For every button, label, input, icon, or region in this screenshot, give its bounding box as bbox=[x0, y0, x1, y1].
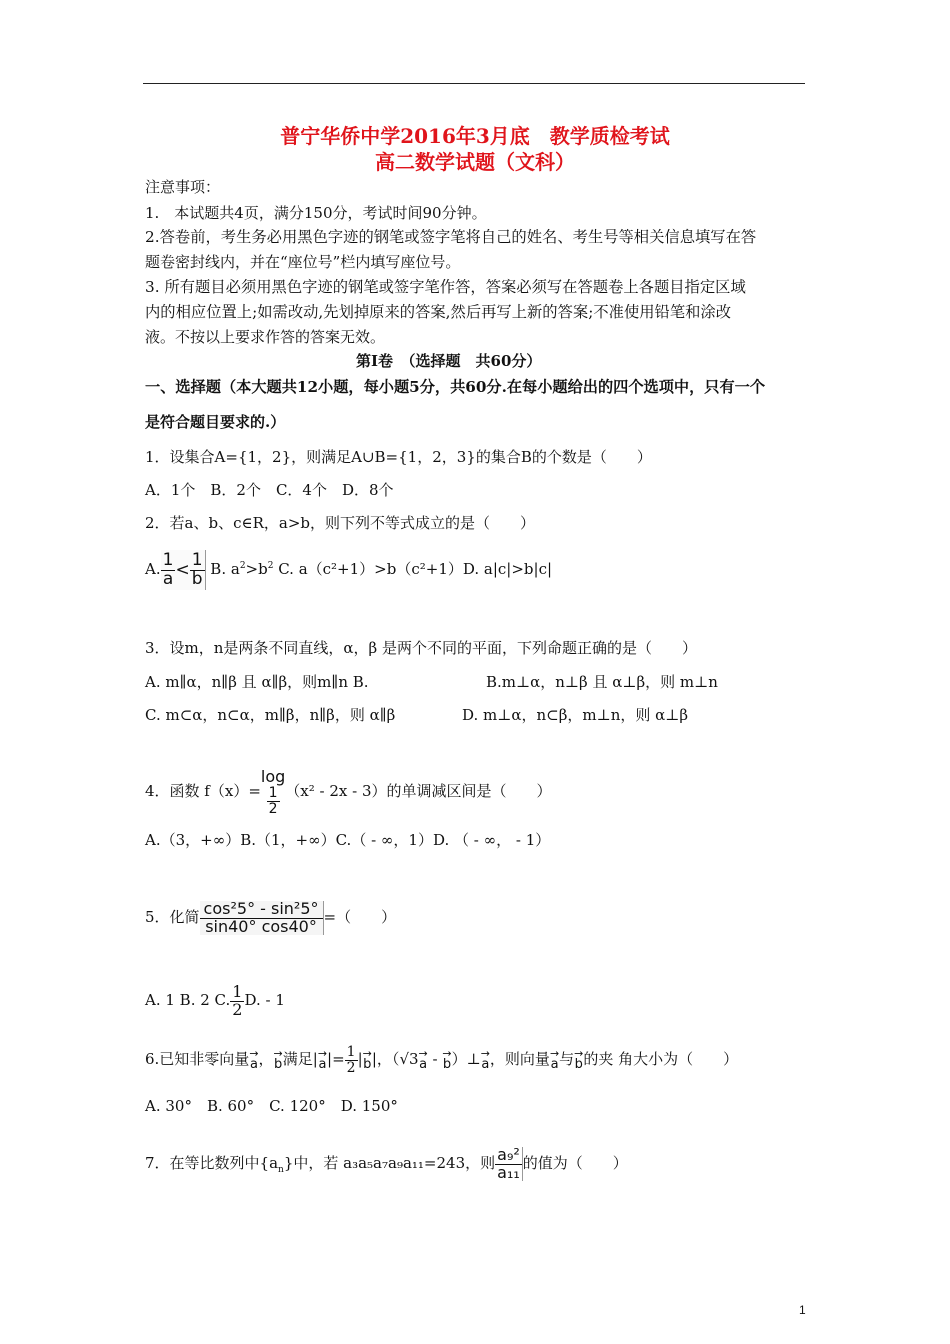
q6-stem-7: 与 bbox=[559, 1050, 575, 1068]
q5-option-c-frac bbox=[230, 981, 244, 1019]
q2-b-sup1: 2 bbox=[239, 561, 246, 571]
q6-stem-2: 满足| bbox=[282, 1050, 318, 1068]
q6-stem: 6.已知非零向量 → a， → b满足| → a|= $\frac{1}{2}$ | → b|，（√3 → a - → b）⊥ → a，则向量 → a与 → b的夹 角大小为（ ） bbox=[145, 1043, 739, 1076]
q2-lt-sign: < bbox=[175, 560, 190, 580]
q2-frac-left-num: 1 bbox=[162, 549, 174, 570]
q4-options: A.（3，+∞）B.（1，+∞）C.（ - ∞，1）D. （ - ∞， - 1） bbox=[145, 831, 551, 849]
exam-title: 普宁华侨中学2016年3月底 教学质检考试 bbox=[280, 124, 670, 148]
section-instructions-1: 一、选择题（本大题共12小题，每小题5分，共60分.在每小题给出的四个选项中，只有一个 bbox=[145, 378, 766, 396]
q3-option-b: B.m⊥α，n⊥β 且 α⊥β，则 m⊥n bbox=[486, 673, 718, 691]
q4-log-base-den: 2 bbox=[268, 800, 278, 817]
q6-vector-a-3: → a bbox=[418, 1046, 428, 1072]
q2-options bbox=[145, 546, 552, 590]
q6-vector-a: → a bbox=[249, 1046, 259, 1072]
q6-vector-b-3: → b bbox=[442, 1046, 452, 1072]
notice-item-3a: 3. 所有题目必须用黑色字迹的钢笔或签字笔作答，答案必须写在答题卷上各题目指定区域 bbox=[145, 278, 746, 296]
q4-stem-prefix: 4．函数 f（x）= bbox=[145, 782, 261, 801]
q2-frac-right-num: 1 bbox=[191, 549, 203, 570]
q4-log-base bbox=[267, 786, 280, 816]
q6-stem-1: 6.已知非零向量 bbox=[145, 1050, 250, 1068]
q6-vector-a-2: → a bbox=[317, 1046, 328, 1072]
q3-option-c: C. m⊂α，n⊂α，m∥β，n∥β，则 α∥β bbox=[145, 706, 396, 724]
q2-b-text: B. a bbox=[210, 560, 240, 578]
q6-vector-a-5: → a bbox=[549, 1046, 560, 1072]
q4-stem bbox=[145, 768, 552, 816]
q6-vector-b: → b bbox=[273, 1046, 283, 1072]
q2-option-b bbox=[210, 560, 273, 578]
q6-stem-8: 的夹 角大小为（ ） bbox=[583, 1050, 739, 1068]
q5-frac-num: cos²5° - sin²5° bbox=[200, 901, 323, 919]
q7-stem-prefix: 7．在等比数列中{a bbox=[145, 1154, 279, 1172]
q5-options bbox=[145, 980, 285, 1020]
q5-opt-c-num: 1 bbox=[232, 981, 243, 1001]
q4-log-label: log bbox=[260, 767, 286, 786]
q6-stem-5: ）⊥ bbox=[451, 1050, 481, 1068]
q1-options: A．1个 B．2个 C．4个 D．8个 bbox=[145, 481, 394, 499]
q4-log-formula bbox=[261, 768, 285, 816]
q5-stem-suffix: =（ ） bbox=[323, 908, 397, 926]
q5-opt-c-den: 2 bbox=[232, 999, 243, 1019]
notice-heading: 注意事项： bbox=[145, 178, 221, 196]
notice-item-3b: 内的相应位置上;如需改动,先划掉原来的答案,然后再写上新的答案;不准使用铅笔和涂改 bbox=[145, 303, 732, 321]
q6-options: A. 30° B. 60° C. 120° D. 150° bbox=[145, 1097, 398, 1115]
notice-item-2a: 2.答卷前，考生务必用黑色字迹的钢笔或签字笔将自己的姓名、考生号等相关信息填写在答 bbox=[145, 228, 757, 246]
q5-frac-den: sin40° cos40° bbox=[205, 916, 317, 936]
q7-fraction bbox=[495, 1144, 523, 1182]
q2-b-sup2: 2 bbox=[267, 561, 274, 571]
q6-vector-a-4: → a bbox=[480, 1046, 490, 1072]
notice-item-3c: 液。不按以上要求作答的答案无效。 bbox=[145, 328, 386, 346]
q4-stem-suffix: （x² - 2x - 3）的单调减区间是（ ） bbox=[285, 782, 552, 801]
q5-fraction bbox=[200, 898, 324, 936]
section-instructions-2: 是符合题目要求的.） bbox=[145, 413, 286, 431]
section-title: 第Ⅰ卷 （选择题 共60分） bbox=[356, 352, 542, 370]
notice-item-1: 1. 本试题共4页，满分150分，考试时间90分钟。 bbox=[145, 204, 487, 222]
q3-option-d: D. m⊥α，n⊂β，m⊥n，则 α⊥β bbox=[462, 706, 689, 724]
q2-option-a-formula bbox=[161, 550, 206, 590]
q7-stem-mid: }中，若 a₃a₅a₇a₉a₁₁=243，则 bbox=[283, 1154, 496, 1172]
q6-vector-b-4: → b bbox=[574, 1046, 584, 1072]
q3-option-a: A. m∥α，n∥β 且 α∥β，则m∥n B. bbox=[145, 673, 369, 691]
q2-options-cd: C. a（c²+1）>b（c²+1）D. a|c|>b|c| bbox=[273, 560, 553, 578]
q5-options-suffix: D. - 1 bbox=[244, 991, 285, 1009]
q7-frac-den: a₁₁ bbox=[497, 1162, 520, 1182]
q4-log-base-num: 1 bbox=[268, 785, 278, 801]
q7-sub-n: n bbox=[278, 1165, 284, 1175]
q5-options-prefix: A. 1 B. 2 C. bbox=[145, 991, 231, 1009]
q2-frac-right bbox=[190, 549, 205, 589]
q5-stem-prefix: 5．化简 bbox=[145, 908, 200, 926]
q6-stem-4: |，（ bbox=[371, 1050, 400, 1068]
q6-sqrt3: √3 bbox=[399, 1050, 419, 1068]
page-number: 1 bbox=[799, 1303, 806, 1317]
q1-stem: 1．设集合A={1，2}，则满足A∪B={1，2，3}的集合B的个数是（ ） bbox=[145, 448, 652, 466]
q2-frac-left-den: a bbox=[162, 568, 174, 589]
q3-stem: 3．设m，n是两条不同直线，α，β 是两个不同的平面，下列命题正确的是（ ） bbox=[145, 639, 698, 657]
q7-stem-suffix: 的值为（ ） bbox=[522, 1154, 628, 1172]
q2-b-mid: >b bbox=[245, 560, 268, 578]
q2-stem: 2．若a、b、c∈R，a>b，则下列不等式成立的是（ ） bbox=[145, 514, 536, 532]
notice-item-2b: 题卷密封线内，并在“座位号”栏内填写座位号。 bbox=[145, 253, 461, 271]
q6-stem-3: |= bbox=[327, 1050, 345, 1068]
q2-frac-right-den: b bbox=[191, 568, 203, 589]
q2-option-a-label: A. bbox=[145, 560, 161, 578]
header-rule bbox=[143, 83, 805, 84]
q7-frac-num: a₉² bbox=[497, 1144, 520, 1164]
q7-stem bbox=[145, 1133, 628, 1200]
q5-stem bbox=[145, 893, 396, 941]
q6-half: $\frac{1}{2}$ bbox=[346, 1043, 356, 1076]
exam-subtitle: 高二数学试题（文科） bbox=[375, 150, 575, 174]
q6-vector-b-2: → b bbox=[362, 1046, 372, 1072]
q6-stem-6: ，则向量 bbox=[489, 1050, 550, 1068]
q2-frac-left bbox=[161, 549, 176, 589]
